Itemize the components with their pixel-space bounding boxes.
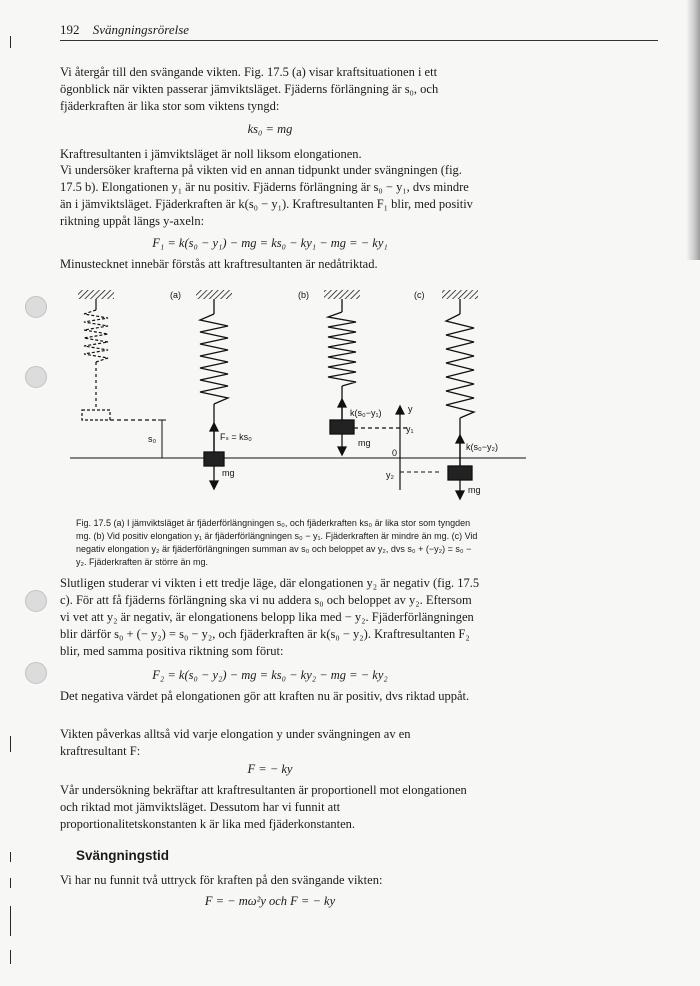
s0-dimension bbox=[158, 420, 166, 458]
k-s0-y2-label: k(s₀−y₂) bbox=[466, 442, 498, 452]
weight-arrow-a bbox=[210, 466, 218, 489]
equation-2: F₁ = k(s₀ − y₁) − mg = ks₀ − ky₁ − mg = − ky₁ bbox=[152, 236, 388, 250]
force-arrow-c bbox=[456, 435, 464, 466]
section-heading: Svängningstid bbox=[76, 848, 170, 863]
mg-label-b: mg bbox=[358, 438, 371, 448]
margin-mark bbox=[10, 36, 11, 48]
binder-hole bbox=[25, 590, 47, 612]
margin-mark bbox=[10, 736, 11, 752]
y-axis-label: y bbox=[408, 404, 413, 414]
s0-label: s₀ bbox=[148, 434, 157, 444]
binder-hole bbox=[25, 296, 47, 318]
label-a: (a) bbox=[170, 290, 181, 300]
equation-4: F = − ky bbox=[247, 762, 293, 776]
weight-arrow-b bbox=[338, 434, 346, 455]
y-axis bbox=[396, 406, 404, 490]
binder-hole bbox=[25, 662, 47, 684]
force-arrow-ks0 bbox=[210, 423, 218, 452]
paragraph-1: Vi återgår till den svängande vikten. Fig. 17.5 (a) visar kraftsituationen i ett ögonblick när vikten passerar jämviktsläget. Fjäderns förlängning är s₀, och fjäderkraften är lika stor som viktens tyngd: bbox=[60, 65, 439, 113]
paragraph-9: Vi har nu funnit två uttryck för kraften på den svängande vikten: bbox=[60, 873, 383, 887]
margin-mark bbox=[10, 878, 11, 888]
y1-label: y₁ bbox=[406, 424, 414, 434]
page-edge-shadow bbox=[686, 0, 700, 260]
page-number: 192 bbox=[60, 22, 80, 37]
binder-hole bbox=[25, 366, 47, 388]
margin-mark bbox=[10, 906, 11, 936]
mg-label-c: mg bbox=[468, 485, 481, 495]
margin-mark bbox=[10, 852, 11, 862]
label-c: (c) bbox=[414, 290, 425, 300]
k-s0-y1-label: k(s₀−y₁) bbox=[350, 408, 382, 418]
force-arrow-b bbox=[338, 399, 346, 420]
equation-5: F = − mω²y och F = − ky bbox=[204, 894, 336, 908]
fs-ks0-label: Fₛ = ks₀ bbox=[220, 432, 252, 442]
y2-label: y₂ bbox=[386, 470, 394, 480]
mg-label-a: mg bbox=[222, 468, 235, 478]
equation-3: F₂ = k(s₀ − y₂) − mg = ks₀ − ky₂ − mg = − ky₂ bbox=[152, 668, 388, 682]
label-b: (b) bbox=[298, 290, 309, 300]
margin-mark bbox=[10, 950, 11, 964]
paragraph-2: Kraftresultanten i jämviktsläget är noll liksom elongationen. bbox=[60, 147, 362, 161]
paragraph-5: Slutligen studerar vi vikten i ett tredje läge, där elongationen y₂ är negativ (fig. 17.5 c). För att få fjäderns förlängning ska vi nu addera s₀ och beloppet av y₂. Eftersom vi vet att y₂ är negativ, är elongationens belopp lika med − y₂. Fjäderförlängningen blir därför s₀ + (− y₂) = s₀ − y₂, och fjäderkraften är k(s₀ − y₂). Kraftresultanten F₂ blir, med samma positiva riktning som förut: bbox=[60, 576, 480, 658]
running-title: Svängningsrörelse bbox=[92, 22, 190, 37]
paragraph-7: Vikten påverkas alltså vid varje elongation y under svängningen av en kraftresultant F: bbox=[60, 727, 411, 758]
paragraph-6: Det negativa värdet på elongationen gör att kraften nu är positiv, dvs riktad uppåt. bbox=[60, 689, 470, 703]
figure-caption: Fig. 17.5 (a) I jämviktsläget är fjäderförlängningen s₀, och fjäderkraften ks₀ är lika stor som tyngden mg. (b) Vid positiv elongation y₁ är fjäderförlängningen s₀ − y₁. Fjäderkraften är mindre än mg. (c) Vid negativ elongation y₂ är fjäderförlängningen summan av s₀ och beloppet av y₂, dvs s₀ + (−y₂) = s₀ − y₂. Fjäderkraften är större än mg. bbox=[76, 518, 478, 567]
zero-label: 0 bbox=[392, 448, 398, 458]
running-header bbox=[60, 22, 660, 42]
paragraph-8: Vår undersökning bekräftar att kraftresultanten är proportionell mot elongationen och riktad mot jämviktsläget. Dessutom har vi funnit att proportionalitetskonstanten k är lika med fjäderkonstanten. bbox=[60, 783, 467, 831]
paragraph-3: Vi undersöker krafterna på vikten vid en annan tidpunkt under svängningen (fig. 17.5 b). Elongationen y₁ är nu positiv. Fjäderns förlängning är s₀ − y₁, dvs mindre än i jämviktsläget. Fjäderkraften är k(s₀ − y₁). Kraftresultanten F₁ blir, med positiv riktning uppåt längs y-axeln: bbox=[60, 163, 473, 228]
paragraph-4: Minustecknet innebär förstås att kraftresultanten är nedåtriktad. bbox=[60, 257, 378, 271]
reference-spring-dashed bbox=[78, 290, 158, 420]
equation-1: ks₀ = mg bbox=[247, 122, 293, 136]
header-rule bbox=[60, 40, 658, 41]
figure-17-5 bbox=[58, 280, 528, 510]
weight-arrow-c bbox=[456, 480, 464, 499]
